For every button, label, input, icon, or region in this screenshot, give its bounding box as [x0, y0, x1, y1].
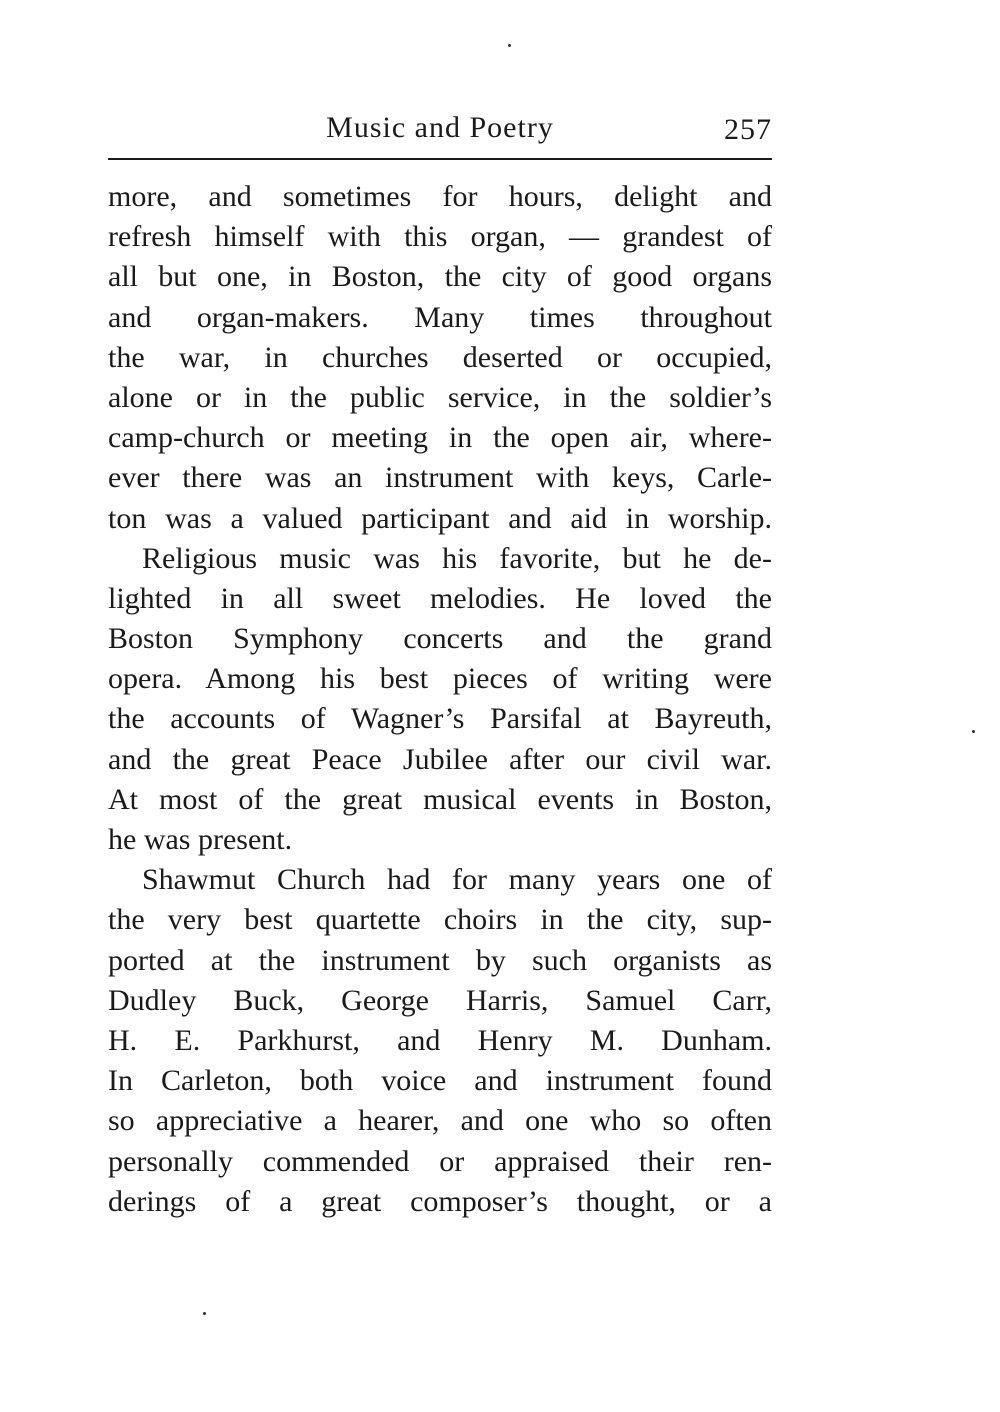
page-number: 257	[724, 113, 772, 146]
text-line: more, and sometimes for hours, delight and	[108, 180, 772, 213]
text-line: Dudley Buck, George Harris, Samuel Carr,	[108, 983, 772, 1017]
page-header	[108, 108, 772, 152]
text-line: ton was a valued participant and aid in worship.	[108, 501, 772, 535]
text-line: alone or in the public service, in the soldier’s	[108, 380, 772, 414]
scan-speck	[508, 44, 511, 47]
text-line: so appreciative a hearer, and one who so often	[108, 1104, 772, 1138]
text-line: the very best quartette choirs in the city, sup-	[108, 903, 772, 937]
text-line: In Carleton, both voice and instrument found	[108, 1064, 772, 1098]
text-line: lighted in all sweet melodies. He loved the	[108, 581, 772, 615]
text-line: and the great Peace Jubilee after our civil war.	[108, 742, 772, 776]
text-line: opera. Among his best pieces of writing were	[108, 662, 772, 696]
text-line: Religious music was his favorite, but he de-	[142, 541, 772, 575]
scan-speck	[972, 730, 975, 733]
text-line: refresh himself with this organ, — grandest of	[108, 220, 772, 254]
text-line: he was present.	[108, 823, 293, 856]
text-line: At most of the great musical events in Boston,	[108, 782, 772, 816]
text-line: personally commended or appraised their ren-	[108, 1144, 772, 1178]
text-line: all but one, in Boston, the city of good organs	[108, 260, 772, 294]
text-line: and organ-makers. Many times throughout	[108, 300, 772, 334]
text-line: Shawmut Church had for many years one of	[142, 863, 772, 897]
body-text	[108, 177, 772, 1222]
text-line: H. E. Parkhurst, and Henry M. Dunham.	[108, 1023, 772, 1057]
text-line: ever there was an instrument with keys, Carle-	[108, 461, 772, 495]
header-rule	[108, 158, 772, 160]
text-line: ported at the instrument by such organists as	[108, 943, 772, 977]
text-line: the war, in churches deserted or occupied,	[108, 340, 772, 374]
text-line: the accounts of Wagner’s Parsifal at Bayreuth,	[108, 702, 772, 736]
running-title: Music and Poetry	[326, 111, 554, 144]
text-line: camp-church or meeting in the open air, where-	[108, 421, 772, 455]
text-line: Boston Symphony concerts and the grand	[108, 622, 772, 656]
text-line: derings of a great composer’s thought, or a	[108, 1184, 772, 1218]
scan-speck	[203, 1312, 206, 1315]
